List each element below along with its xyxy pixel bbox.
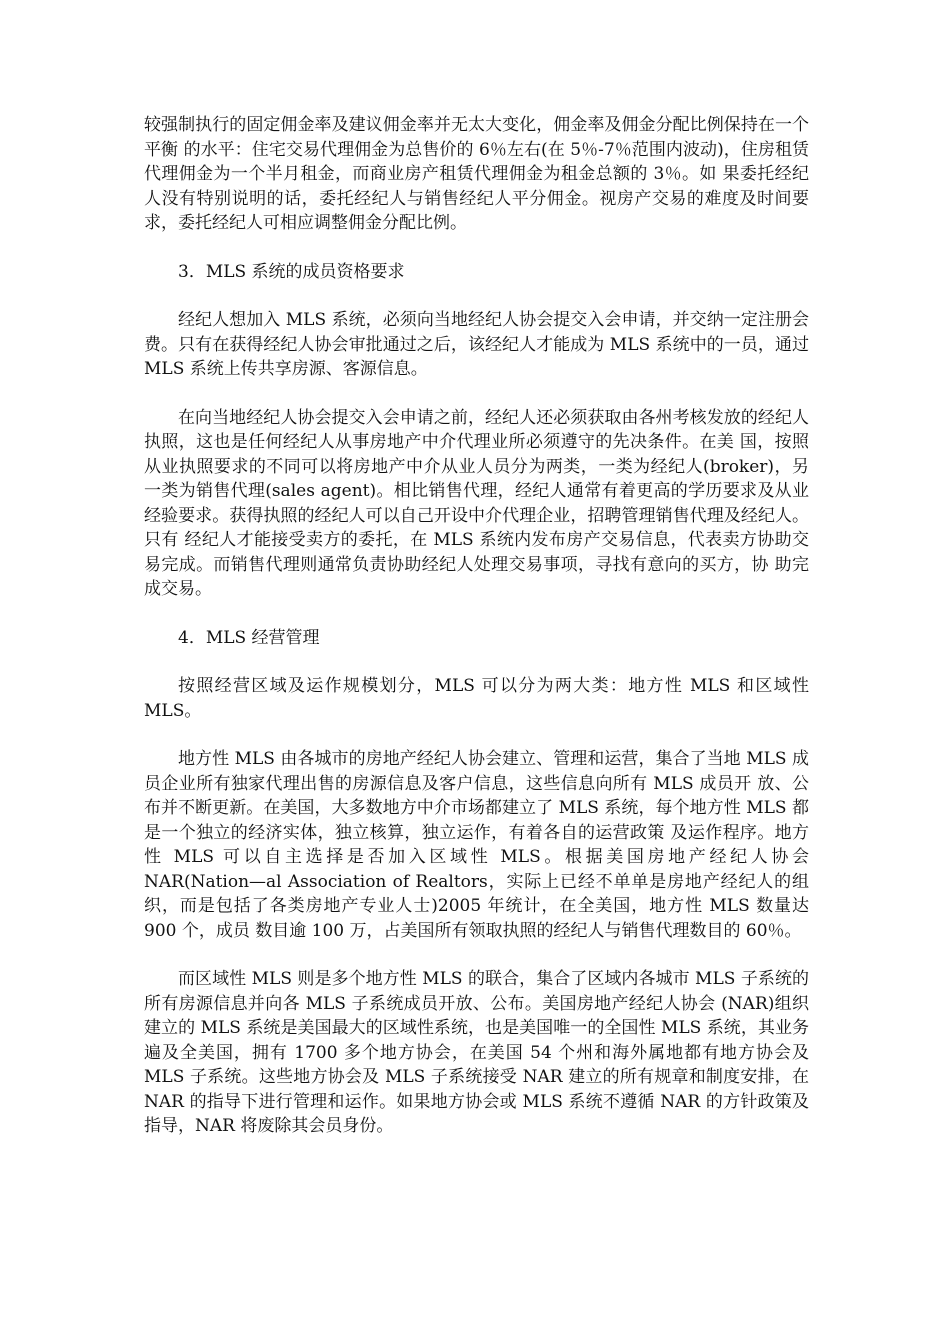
paragraph-commission-rates: 较强制执行的固定佣金率及建议佣金率并无太大变化，佣金率及佣金分配比例保持在一个平衡 的水平：住宅交易代理佣金为总售价的 6％左右(在 5％-7％范围内波动)，住房租赁代理佣金为一个半月租金，而商业房产租赁代理佣金为租金总额的 3％。如 果委托经纪人没有特别说明的话，委托经纪人与销售经纪人平分佣金。视房产交易的难度及时间要求，委托经纪人可相应调整佣金分配比例。: [144, 115, 809, 233]
paragraph-membership-application: 经纪人想加入 MLS 系统，必须向当地经纪人协会提交入会申请，并交纳一定注册会费。只有在获得经纪人协会审批通过之后，该经纪人才能成为 MLS 系统中的一员，通过 MLS 系统上传共享房源、客源信息。: [144, 310, 809, 379]
paragraph-regional-mls: 而区域性 MLS 则是多个地方性 MLS 的联合，集合了区域内各城市 MLS 子系统的所有房源信息并向各 MLS 子系统成员开放、公布。美国房地产经纪人协会 (NAR)组织建立的 MLS 系统是美国最大的区域性系统，也是美国唯一的全国性 MLS 系统，其业务遍及全美国，拥有 1700 多个地方协会，在美国 54 个州和海外属地都有地方协会及 MLS 子系统。这些地方协会及 MLS 子系统接受 NAR 建立的所有规章和制度安排，在 NAR 的指导下进行管理和运作。如果地方协会或 MLS 系统不遵循 NAR 的方针政策及指导，NAR 将废除其会员身份。: [144, 969, 809, 1136]
document-page: [144, 113, 809, 1139]
paragraph-broker-license: 在向当地经纪人协会提交入会申请之前，经纪人还必须获取由各州考核发放的经纪人执照，这也是任何经纪人从事房地产中介代理业所必须遵守的先决条件。在美 国，按照从业执照要求的不同可以将房地产中介从业人员分为两类，一类为经纪人(broker)，另一类为销售代理(sales agent)。相比销售代理，经纪人通常有着更高的学历要求及从业经验要求。获得执照的经纪人可以自己开设中介代理企业，招聘管理销售代理及经纪人。只有 经纪人才能接受卖方的委托，在 MLS 系统内发布房产交易信息，代表卖方协助交易完成。而销售代理则通常负责协助经纪人处理交易事项，寻找有意向的买方，协 助完成交易。: [144, 407, 809, 599]
section-heading-management: 4．MLS 经营管理: [178, 627, 320, 648]
section-heading-membership: 3．MLS 系统的成员资格要求: [178, 261, 405, 282]
paragraph-local-mls: 地方性 MLS 由各城市的房地产经纪人协会建立、管理和运营，集合了当地 MLS 成员企业所有独家代理出售的房源信息及客户信息，这些信息向所有 MLS 成员开 放、公布并不断更新。在美国，大多数地方中介市场都建立了 MLS 系统，每个地方性 MLS 都是一个独立的经济实体，独立核算，独立运作，有着各自的运营政策 及运作程序。地方性 MLS 可以自主选择是否加入区域性 MLS。根据美国房地产经纪人协会 NAR(Nation—al Association of Realtors，实际上已经不单单是房地产经纪人的组织，而是包括了各类房地产专业人士)2005 年统计，在全美国，地方性 MLS 数量达 900 个，成员 数目逾 100 万，占美国所有领取执照的经纪人与销售代理数目的 60％。: [144, 749, 809, 941]
paragraph-mls-categories: 按照经营区域及运作规模划分，MLS 可以分为两大类：地方性 MLS 和区域性 MLS。: [144, 676, 809, 721]
